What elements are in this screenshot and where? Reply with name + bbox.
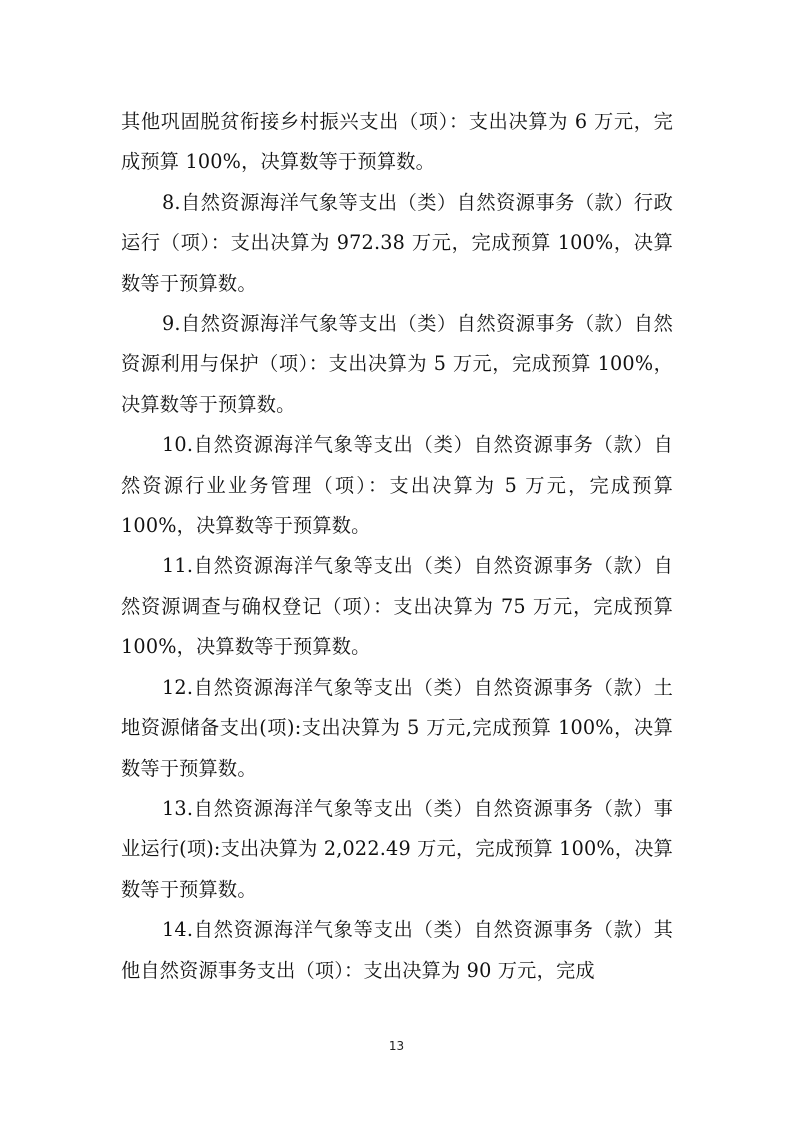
- paragraph-item-continuation: 其他巩固脱贫衔接乡村振兴支出（项）：支出决算为 6 万元，完成预算 100%，决算数等于预算数。: [121, 110, 673, 174]
- paragraph-item-9: 9.自然资源海洋气象等支出（类）自然资源事务（款）自然资源利用与保护（项）：支出决算为 5 万元，完成预算 100%，决算数等于预算数。: [121, 312, 673, 416]
- paragraph-item-11: 11.自然资源海洋气象等支出（类）自然资源事务（款）自然资源调查与确权登记（项）：支出决算为 75 万元，完成预算 100%，决算数等于预算数。: [121, 554, 673, 659]
- paragraph-item-8: 8.自然资源海洋气象等支出（类）自然资源事务（款）行政运行（项）：支出决算为 972.38 万元，完成预算 100%，决算数等于预算数。: [121, 190, 673, 295]
- paragraph-item-13: 13.自然资源海洋气象等支出（类）自然资源事务（款）事业运行(项):支出决算为 2,022.49 万元，完成预算 100%，决算数等于预算数。: [121, 796, 673, 901]
- paragraph-item-10: 10.自然资源海洋气象等支出（类）自然资源事务（款）自然资源行业业务管理（项）：支出决算为 5 万元，完成预算 100%，决算数等于预算数。: [121, 433, 673, 538]
- page-number: 13: [388, 1039, 405, 1053]
- paragraph-item-14: 14.自然资源海洋气象等支出（类）自然资源事务（款）其他自然资源事务支出（项）：支出决算为 90 万元，完成: [121, 918, 673, 982]
- page-body: [121, 102, 673, 991]
- paragraph-item-12: 12.自然资源海洋气象等支出（类）自然资源事务（款）土地资源储备支出(项):支出决算为 5 万元,完成预算 100%，决算数等于预算数。: [121, 675, 673, 780]
